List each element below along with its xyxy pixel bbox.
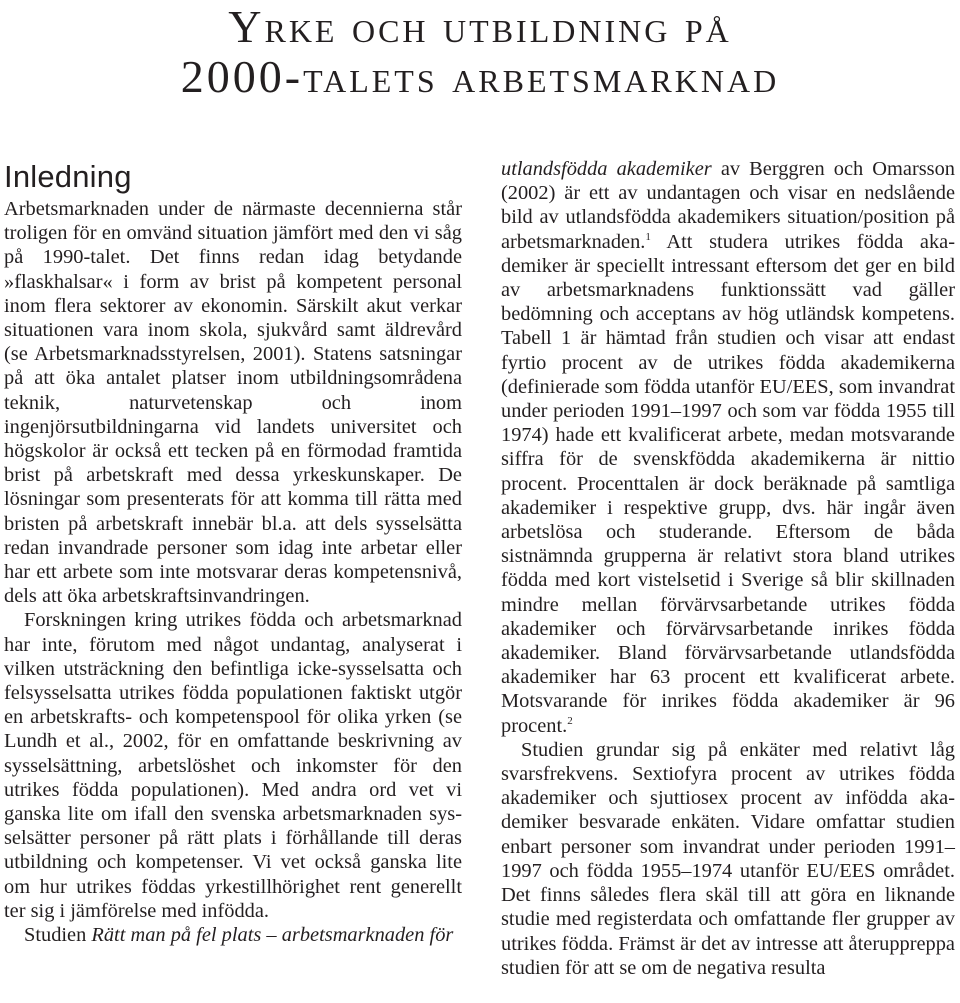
chapter-title-line-1: Yrke och utbildning på — [228, 1, 732, 52]
paragraph-1: Arbetsmarknaden under de närmaste decennierna står troligen för en omvänd situation jämfört med den vi såg på 1990-talet. Det finns redan idag betydande »flaskhalsar« i form av brist på kompetent personal inom flera sektorer av ekonomin. Särskilt akut verkar situationen vara inom skola, sjukvård samt äldrevård (se Arbetsmarknadsstyrelsen, 2001). Statens satsningar på att öka antalet platser inom utbildningsområdena teknik, naturvetenskap och inom ingenjörsutbildningarna vid landets universitet och högskolor är också ett tecken på en förmodad framtida brist på arbetskraft med dessa yrkeskunskaper. De lösningar som presenterats för att komma till rätta med bristen på arbetskraft innebär bl.a. att dels sysselsätta redan invandrade personer som idag inte arbetar eller har ett arbete som inte motsvarar deras kompetensnivå, dels att öka arbetskraftsinvandringen. — [4, 198, 462, 608]
paragraph-continued — [501, 157, 955, 738]
footnote-ref-1: 1 — [645, 230, 651, 243]
study-title-italic: Rätt man på fel plats – arbetsmarknaden för — [91, 924, 454, 947]
section-heading: Inledning — [4, 159, 132, 194]
paragraph-3 — [4, 923, 462, 947]
paragraph-3-lead: Studien — [24, 924, 92, 947]
paragraph-continued-text-b: Att studera utrikes födda akademiker är speciellt intressant eftersom det ger en bild av arbetsmarknadens funktionssätt vad gäller bedömning och acceptans av hög utländsk kompetens. Tabell 1 är hämtad från studien och visar att endast fyrtio procent av de utrikes födda akademikerna (definierade som födda utanför EU/EES, som invandrat under perioden 1991–1997 och som var födda 1955 till 1974) hade ett kvalificerat arbete, medan motsvarande siffra för de svenskfödda akademikerna är nittio procent. Procenttalen är dock beräknade på samtliga akademiker i respektive grupp, dvs. här ingår även arbetslösa och studerande. Eftersom de båda sistnämnda grupperna är relativt stora bland utrikes födda med kort vistelsetid i Sverige så blir skillnaden mindre mellan förvärvsarbetande utrikes födda akademiker och förvärvsarbetande inrikes födda akademiker. Bland förvärvsarbetande utlandsfödda akademiker har 63 procent ett kvalificerat arbete. Motsvarande för inrikes födda akademiker är 96 procent. — [501, 230, 955, 737]
paragraph-continued-text-a: av Berggren och Omarsson (2002) är ett av undantagen och visar en nedslående bild av utlandsfödda akademikers situation/position på arbetsmarknaden. — [501, 158, 955, 253]
left-column — [4, 157, 462, 947]
study-title-italic-cont: utlandsfödda akademiker — [501, 158, 712, 180]
paragraph-2: Forskningen kring utrikes födda och arbetsmarknad har inte, förutom med något undantag, analyserat i vilken utsträckning den befintliga icke-sysselsatta och felsysselsatta utrikes födda populationen faktiskt utgör en arbetskrafts- och kompetenspool för olika yrken (se Lundh et al., 2002, för en omfattande beskrivning av sysselsättning, arbetslöshet och inkomster för den utrikes födda populationen). Med andra ord vet vi ganska lite om ifall den svenska arbetsmarknaden sysselsätter personer på rätt plats i förhållande till deras utbildning och kompetenser. Vi vet också ganska lite om hur utrikes föddas yrkestillhörighet rent generellt ter sig i jämförelse med infödda. — [4, 609, 462, 922]
paragraph-study-basis: Studien grundar sig på enkäter med relativt låg svarsfrekvens. Sextiofyra procent av utrikes födda akademiker och sjuttiosex procent av infödda akademiker besvarade enkäten. Vidare omfattar studien enbart personer som invandrat under perioden 1991–1997 och födda 1955–1974 utanför EU/EES området. Det finns således flera skäl till att göra en liknande studie med registerdata och omfattande fler grupper av utrikes födda. Främst är det av intresse att återuppreppa studien för att se om de negativa resulta — [501, 738, 955, 979]
footnote-ref-2: 2 — [567, 714, 573, 727]
chapter-title-line-2: 2000-talets arbetsmarknad — [180, 51, 780, 102]
right-column — [501, 157, 955, 980]
